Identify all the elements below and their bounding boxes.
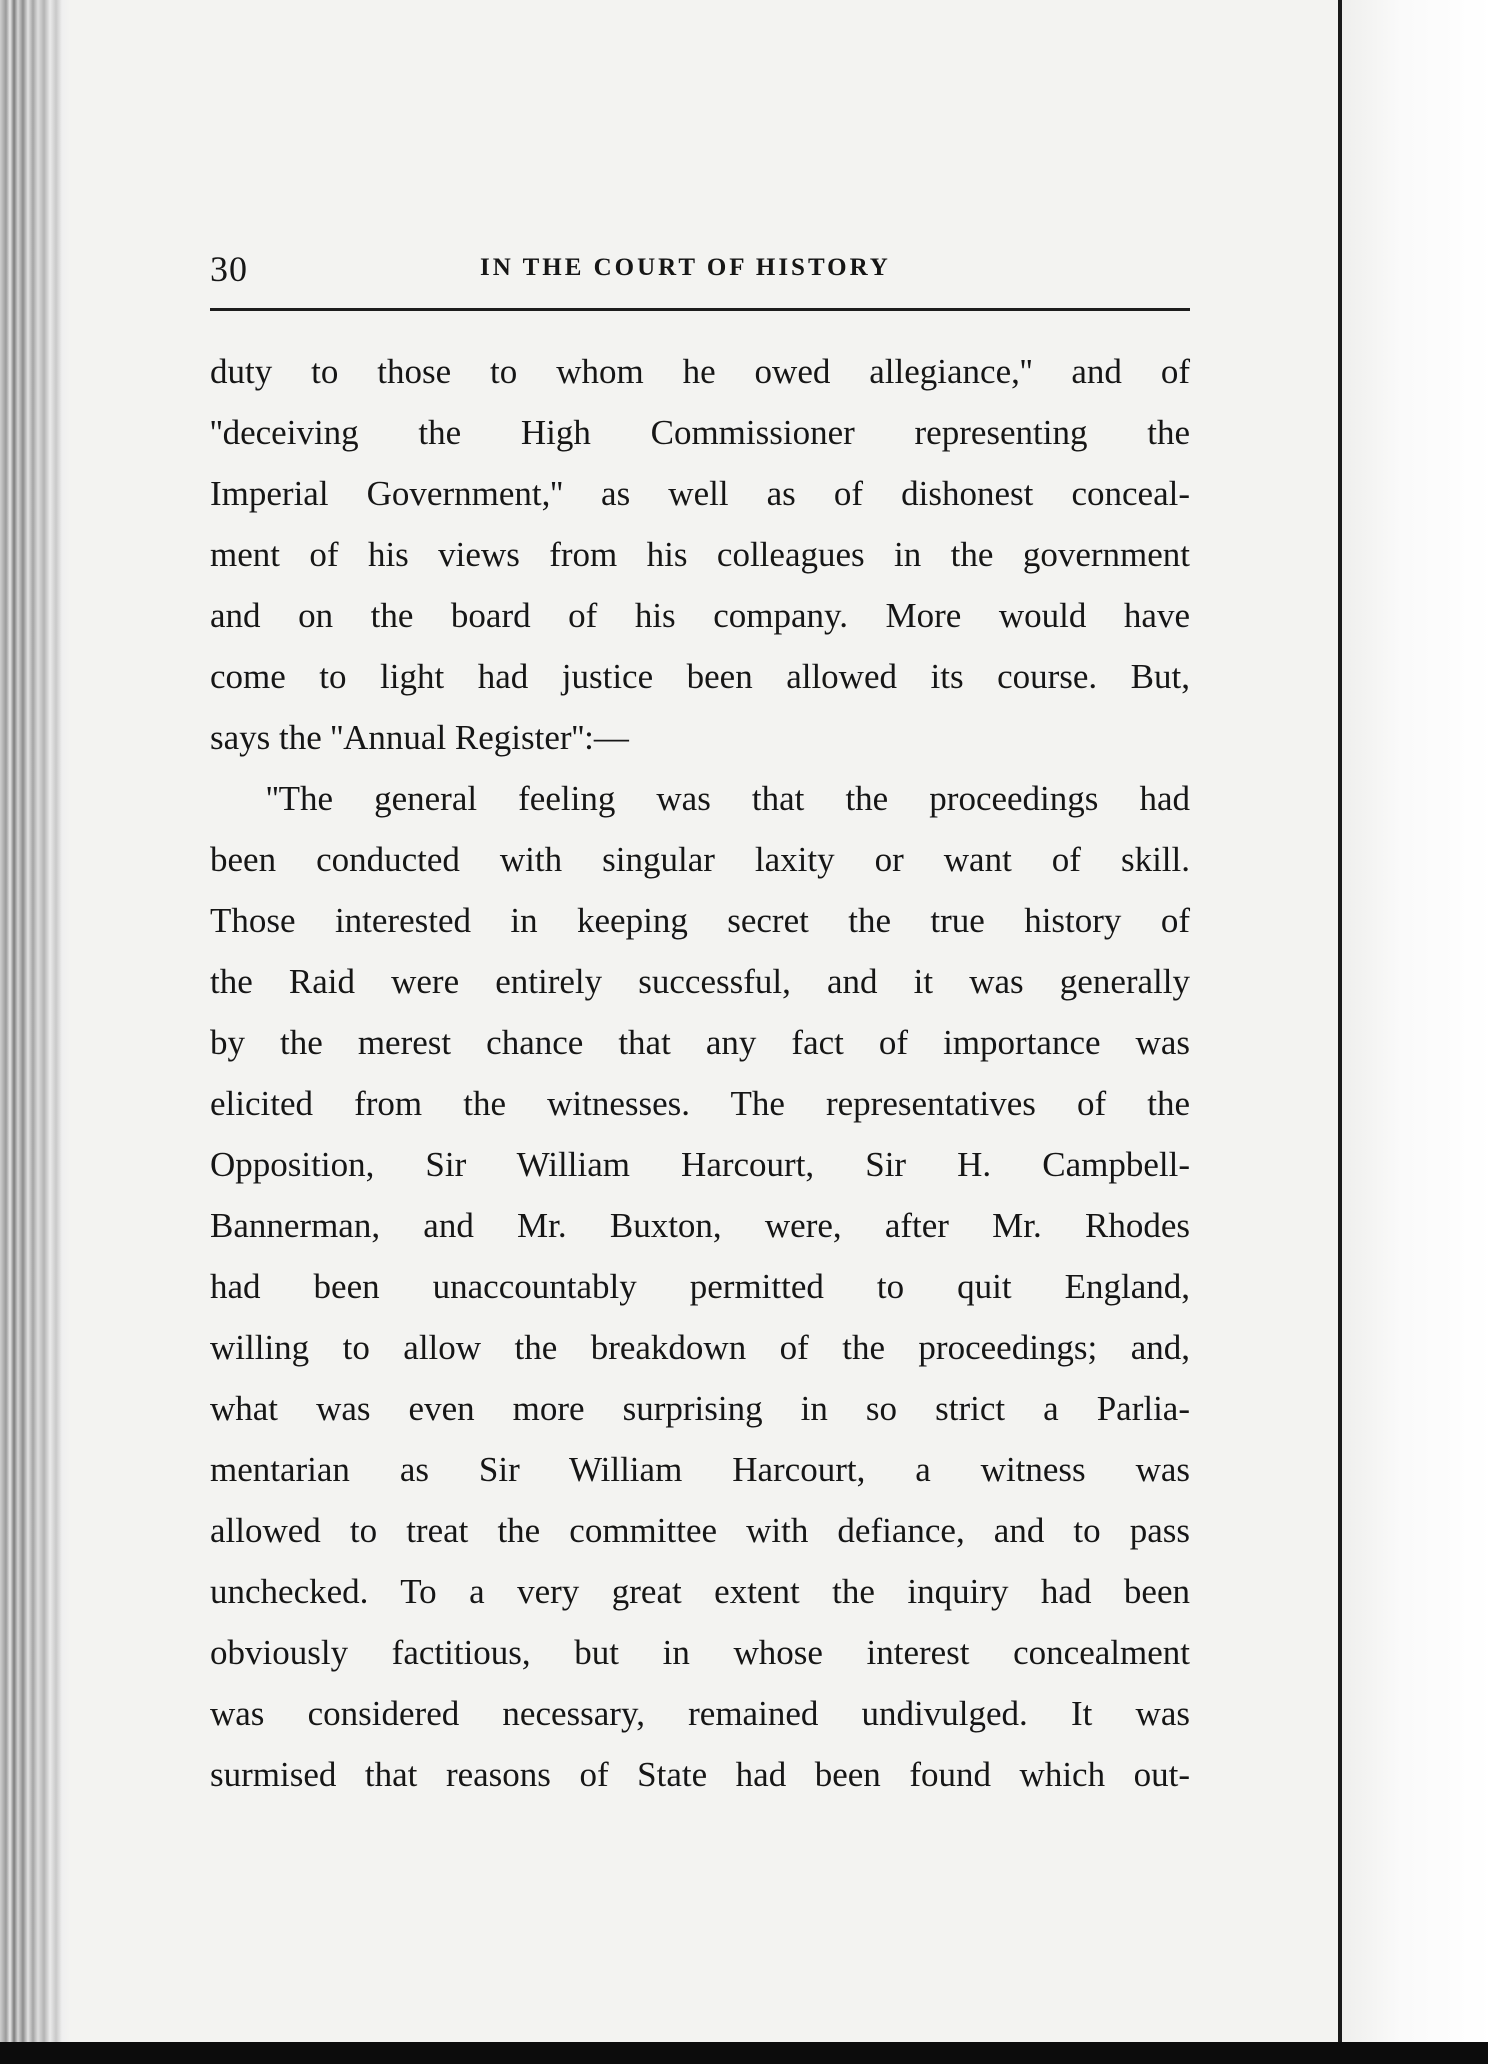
- text-line: allowed to treat the committee with defiance, and to pass: [210, 1511, 1190, 1550]
- text-line: what was even more surprising in so strict a Parlia-: [210, 1389, 1190, 1428]
- text-line: obviously factitious, but in whose interest concealment: [210, 1633, 1190, 1672]
- text-line: unchecked. To a very great extent the inquiry had been: [210, 1572, 1190, 1611]
- text-line: duty to those to whom he owed allegiance,'' and of: [210, 352, 1190, 391]
- text-line: was considered necessary, remained undivulged. It was: [210, 1694, 1190, 1733]
- text-line: by the merest chance that any fact of importance was: [210, 1023, 1190, 1062]
- header-rule: [210, 308, 1190, 311]
- text-line: the Raid were entirely successful, and it was generally: [210, 962, 1190, 1001]
- text-line: Opposition, Sir William Harcourt, Sir H. Campbell-: [210, 1145, 1190, 1184]
- scan-bottom-border: [0, 2042, 1488, 2064]
- text-line: and on the board of his company. More would have: [210, 596, 1190, 635]
- text-line: had been unaccountably permitted to quit England,: [210, 1267, 1190, 1306]
- text-line: willing to allow the breakdown of the proceedings; and,: [210, 1328, 1190, 1367]
- text-line: Those interested in keeping secret the true history of: [210, 901, 1190, 940]
- page-number: 30: [210, 249, 248, 289]
- text-line: elicited from the witnesses. The representatives of the: [210, 1084, 1190, 1123]
- text-line: come to light had justice been allowed its course. But,: [210, 657, 1190, 696]
- text-line: Imperial Government,'' as well as of dishonest conceal-: [210, 474, 1190, 513]
- text-line: surmised that reasons of State had been found which out-: [210, 1755, 1190, 1794]
- text-line: mentarian as Sir William Harcourt, a witness was: [210, 1450, 1190, 1489]
- text-line: ''The general feeling was that the proceedings had: [266, 779, 1190, 818]
- body-text: [210, 341, 1190, 1805]
- running-title: IN THE COURT OF HISTORY: [480, 254, 891, 281]
- text-line: says the ''Annual Register'':—: [210, 718, 629, 757]
- text-line: ment of his views from his colleagues in the government: [210, 535, 1190, 574]
- page-header: [210, 240, 1190, 300]
- facing-page-edge: [1338, 0, 1488, 2064]
- text-line: Bannerman, and Mr. Buxton, were, after Mr. Rhodes: [210, 1206, 1190, 1245]
- book-spine-edge: [0, 0, 70, 2064]
- text-line: ''deceiving the High Commissioner representing the: [210, 413, 1190, 452]
- text-line: been conducted with singular laxity or want of skill.: [210, 840, 1190, 879]
